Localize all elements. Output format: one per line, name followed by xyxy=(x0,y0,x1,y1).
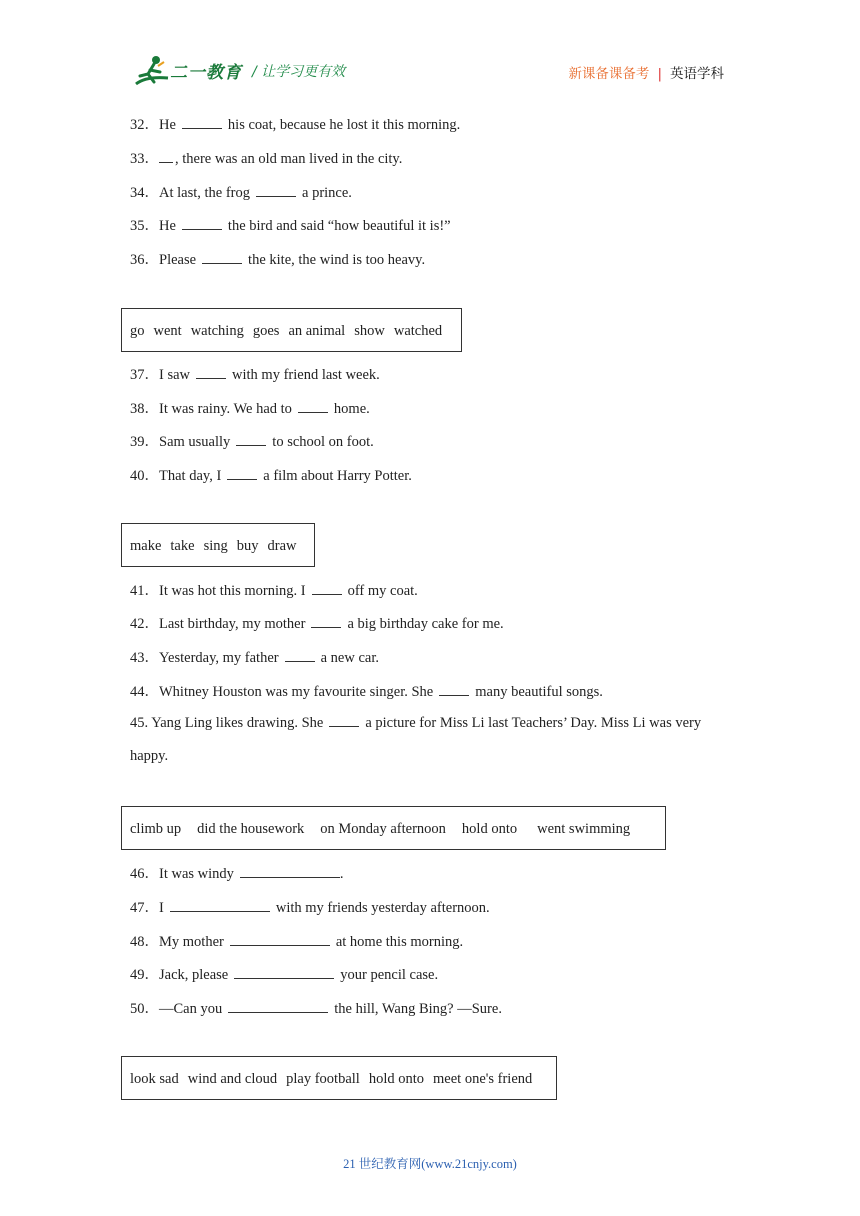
word-bank-word: meet one's friend xyxy=(433,1071,533,1087)
question-text: the kite, the wind is too heavy. xyxy=(248,252,426,268)
slogan: / 让学习更有效 xyxy=(252,64,346,80)
question-text: He xyxy=(159,117,176,133)
question-35 xyxy=(130,214,451,235)
question-39 xyxy=(130,430,374,451)
answer-blank[interactable] xyxy=(170,899,270,912)
question-number: 41． xyxy=(130,583,159,599)
question-text: I xyxy=(159,900,164,916)
word-bank-word: watched xyxy=(393,323,443,339)
question-38 xyxy=(130,397,370,418)
question-text: many beautiful songs. xyxy=(475,684,603,700)
question-41 xyxy=(130,579,418,600)
answer-blank[interactable] xyxy=(285,649,315,662)
question-text: . xyxy=(339,866,344,882)
word-bank-word: make xyxy=(130,538,162,554)
runner-logo-icon xyxy=(132,54,172,90)
question-text: off my coat. xyxy=(347,583,418,599)
question-text: —Can you xyxy=(159,1001,223,1017)
question-number: 33． xyxy=(130,151,159,167)
word-bank-word: look sad xyxy=(130,1071,179,1087)
word-bank-word: go xyxy=(130,323,145,339)
question-37 xyxy=(130,363,380,384)
question-text: Jack, please xyxy=(159,967,229,983)
question-40 xyxy=(130,464,412,485)
question-number: 32． xyxy=(130,117,159,133)
word-bank-word: climb up xyxy=(130,821,182,837)
word-bank-word: on Monday afternoon xyxy=(320,821,446,837)
question-text: Yesterday, my father xyxy=(159,650,279,666)
question-text: That day, I xyxy=(159,468,222,484)
question-number: 43． xyxy=(130,650,159,666)
question-text: It was rainy. We had to xyxy=(159,401,292,417)
logo-text: 二一教育 xyxy=(170,63,242,83)
question-text: Yang Ling likes drawing. She xyxy=(151,715,324,731)
header-subject: 英语学科 xyxy=(670,66,724,82)
question-text: Please xyxy=(159,252,197,268)
question-text: It was hot this morning. I xyxy=(159,583,306,599)
answer-blank[interactable] xyxy=(329,714,359,727)
header-right xyxy=(568,62,724,82)
page-header xyxy=(0,0,860,100)
answer-blank[interactable] xyxy=(182,217,222,230)
logo xyxy=(132,54,242,90)
question-number: 34． xyxy=(130,185,159,201)
question-33 xyxy=(130,147,402,168)
question-text: a picture for Miss Li last Teachers’ Day. Miss Li was very xyxy=(365,715,702,731)
question-number: 35． xyxy=(130,218,159,234)
question-text: Sam usually xyxy=(159,434,231,450)
answer-blank[interactable] xyxy=(240,865,340,878)
word-bank-word: play football xyxy=(286,1071,360,1087)
question-text: his coat, because he lost it this morning. xyxy=(227,117,461,133)
question-49 xyxy=(130,963,438,984)
question-text: I saw xyxy=(159,367,191,383)
answer-blank[interactable] xyxy=(311,615,341,628)
question-number: 38． xyxy=(130,401,159,417)
question-text: a film about Harry Potter. xyxy=(263,468,412,484)
word-bank-box xyxy=(121,308,462,352)
question-text: with my friend last week. xyxy=(232,367,380,383)
word-bank-word: wind and cloud xyxy=(187,1071,278,1087)
question-number: 39． xyxy=(130,434,159,450)
question-text: home. xyxy=(333,401,370,417)
question-text: with my friends yesterday afternoon. xyxy=(275,900,490,916)
question-text: He xyxy=(159,218,176,234)
question-47 xyxy=(130,896,490,917)
word-bank-word: show xyxy=(354,323,385,339)
question-text: the bird and said “how beautiful it is!” xyxy=(227,218,451,234)
word-bank-word: sing xyxy=(203,538,228,554)
word-bank-word: did the housework xyxy=(197,821,305,837)
question-text: to school on foot. xyxy=(272,434,374,450)
question-number: 46． xyxy=(130,866,159,882)
word-bank-word: went xyxy=(153,323,182,339)
answer-blank[interactable] xyxy=(230,933,330,946)
word-bank-word: goes xyxy=(252,323,280,339)
question-text: Last birthday, my mother xyxy=(159,616,306,632)
question-number: 50． xyxy=(130,1001,159,1017)
question-text: your pencil case. xyxy=(340,967,439,983)
word-bank-word: went swimming xyxy=(537,821,631,837)
question-text: a prince. xyxy=(302,185,352,201)
answer-blank[interactable] xyxy=(196,366,226,379)
question-number: 42． xyxy=(130,616,159,632)
question-45-continuation: happy. xyxy=(130,748,169,764)
page-footer[interactable]: 21 世纪教育网(www.21cnjy.com) xyxy=(343,1157,517,1171)
question-number: 47． xyxy=(130,900,159,916)
question-text: It was windy xyxy=(159,866,234,882)
header-label: 新课备课备考 xyxy=(568,66,650,82)
answer-blank[interactable] xyxy=(227,467,257,480)
answer-blank[interactable] xyxy=(234,966,334,979)
question-text: , there was an old man lived in the city. xyxy=(175,151,403,167)
word-bank-word: watching xyxy=(190,323,244,339)
word-bank-box xyxy=(121,1056,557,1100)
question-text: Whitney Houston was my favourite singer. She xyxy=(159,684,434,700)
question-32 xyxy=(130,113,460,134)
question-text: At last, the frog xyxy=(159,185,251,201)
question-number: 36． xyxy=(130,252,159,268)
question-number: 48． xyxy=(130,934,159,950)
answer-blank[interactable] xyxy=(202,251,242,264)
question-text: My mother xyxy=(159,934,224,950)
question-text: at home this morning. xyxy=(335,934,464,950)
question-number: 40． xyxy=(130,468,159,484)
question-48 xyxy=(130,930,463,951)
word-bank-word: an animal xyxy=(288,323,346,339)
question-number: 45. xyxy=(130,715,149,731)
answer-blank[interactable] xyxy=(159,150,173,163)
word-bank-word: draw xyxy=(267,538,297,554)
word-bank-word: buy xyxy=(236,538,259,554)
question-42 xyxy=(130,612,504,633)
question-text: a new car. xyxy=(320,650,379,666)
answer-blank[interactable] xyxy=(182,116,222,129)
answer-blank[interactable] xyxy=(228,1000,328,1013)
question-46 xyxy=(130,862,344,883)
question-number: 44． xyxy=(130,684,159,700)
word-bank-word: take xyxy=(170,538,195,554)
answer-blank[interactable] xyxy=(439,683,469,696)
question-text: the hill, Wang Bing? —Sure. xyxy=(334,1001,502,1017)
question-number: 37． xyxy=(130,367,159,383)
header-separator: | xyxy=(657,66,662,82)
question-50 xyxy=(130,997,502,1018)
question-number: 49． xyxy=(130,967,159,983)
question-34 xyxy=(130,181,352,202)
question-36 xyxy=(130,248,425,269)
word-bank-box xyxy=(121,523,315,567)
answer-blank[interactable] xyxy=(256,184,296,197)
answer-blank[interactable] xyxy=(298,400,328,413)
question-44 xyxy=(130,680,603,701)
question-43 xyxy=(130,646,379,667)
word-bank-box xyxy=(121,806,666,850)
answer-blank[interactable] xyxy=(236,433,266,446)
answer-blank[interactable] xyxy=(312,582,342,595)
word-bank-word: hold onto xyxy=(461,821,518,837)
question-text: a big birthday cake for me. xyxy=(347,616,504,632)
word-bank-word: hold onto xyxy=(368,1071,425,1087)
question-45 xyxy=(130,714,701,732)
